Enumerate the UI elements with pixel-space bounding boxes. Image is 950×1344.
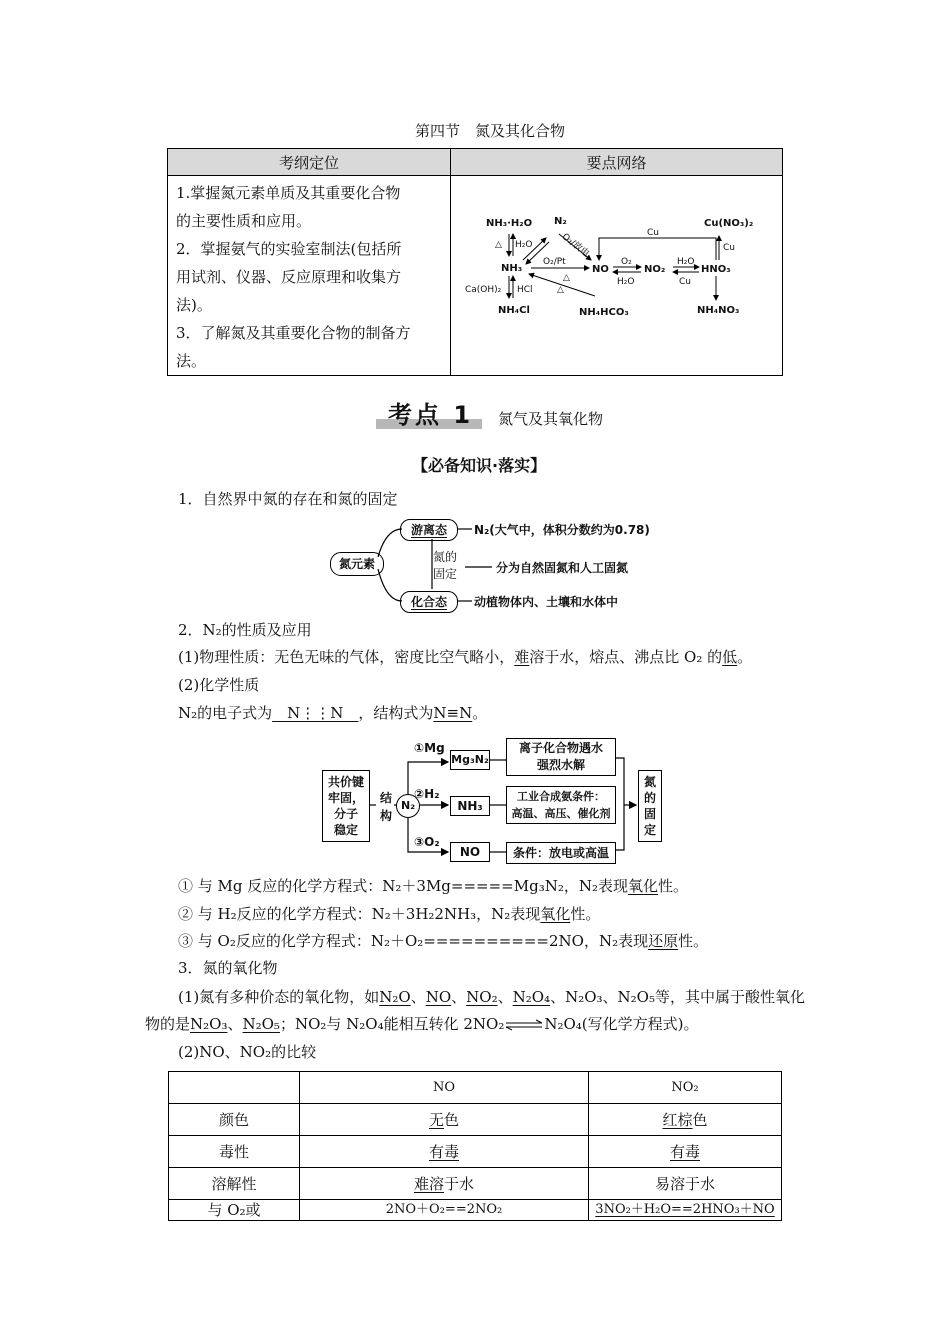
physical-properties xyxy=(178,647,752,667)
phys-text: 。 xyxy=(737,648,753,666)
reaction-o2 xyxy=(178,931,708,951)
reaction-answer: 氧化 xyxy=(540,905,571,923)
electron-answer: N⋮⋮N xyxy=(272,704,359,722)
compare-cell-no2 xyxy=(589,1136,782,1168)
compare-title: (2)NO、NO₂的比较 xyxy=(178,1043,317,1061)
cell-text: 于水 xyxy=(444,1175,475,1193)
free-state-desc: N₂(大气中，体积分数约为0.78) xyxy=(474,523,650,537)
no-desc-box xyxy=(506,842,616,864)
no-desc: 条件：放电或高温 xyxy=(512,846,609,860)
free-state-label: 游离态 xyxy=(410,523,447,537)
electron-formula-line xyxy=(178,703,487,723)
label-cu: Cu xyxy=(647,228,659,238)
answer: 有毒 xyxy=(428,1143,459,1161)
goal-line: 3．了解氮及其重要化合物的制备方 xyxy=(176,324,411,342)
reaction-answer: 还原 xyxy=(648,932,679,950)
compare-cell-no xyxy=(300,1104,589,1136)
page-title: 第四节 氮及其化合物 xyxy=(415,122,566,140)
structure-label-1: 结 xyxy=(380,791,393,805)
label-heat: △ xyxy=(495,240,502,250)
combined-state-label: 化合态 xyxy=(410,595,447,609)
goal-line: 用试剂、仪器、反应原理和收集方 xyxy=(176,268,402,286)
covalent-box xyxy=(322,770,370,842)
goal-line: 法。 xyxy=(176,352,207,370)
compare-cell-no2 xyxy=(589,1168,782,1200)
oxide-answer: NO xyxy=(425,988,452,1006)
structure-answer: N≡N xyxy=(433,704,473,722)
item2-title: 2．N₂的性质及应用 xyxy=(178,621,312,639)
nitrogen-existence-diagram xyxy=(320,515,660,615)
product-no xyxy=(450,842,490,862)
compare-cell-no2 xyxy=(589,1200,782,1221)
electron-text: ，结构式为 xyxy=(358,704,434,722)
compare-header-no2: NO₂ xyxy=(589,1072,782,1104)
phys-text: 溶于水，熔点、沸点比 O₂ 的 xyxy=(529,648,723,666)
reaction-h2 xyxy=(178,904,600,924)
product-nh3-label: NH₃ xyxy=(457,799,483,813)
chem-title: (2)化学性质 xyxy=(178,676,260,694)
separator: 、 xyxy=(227,1015,243,1033)
oxides-text: 物的是 xyxy=(145,1015,191,1033)
no-no2-compare-table xyxy=(168,1071,782,1221)
oxides-text: (1)氮有多种价态的氧化物，如 xyxy=(178,988,380,1006)
goal-line: 法)。 xyxy=(176,296,212,314)
covalent-text: 稳定 xyxy=(333,823,358,837)
separator: 、 xyxy=(451,988,467,1006)
label-cu: Cu xyxy=(723,243,735,253)
answer: 无 xyxy=(428,1111,444,1129)
compare-row-label: 溶解性 xyxy=(169,1168,300,1200)
element-pill xyxy=(330,552,384,576)
item1-title: 1．自然界中氮的存在和氮的固定 xyxy=(178,490,398,508)
compare-row-label: 与 O₂或 xyxy=(169,1200,300,1221)
compare-header-row xyxy=(169,1072,782,1104)
label-o2: O₂ xyxy=(621,257,632,267)
product-no-label: NO xyxy=(459,845,481,859)
equilibrium-arrow-icon xyxy=(504,1019,544,1031)
reactant-o2: ③O₂ xyxy=(414,835,440,849)
compare-cell-no xyxy=(300,1200,589,1221)
phys-text: (1)物理性质：无色无味的气体，密度比空气略小， xyxy=(178,648,515,666)
oxides-text: N₂O₄(写化学方程式)。 xyxy=(544,1015,699,1033)
node-n2: N₂ xyxy=(554,216,567,227)
compare-row-label: 颜色 xyxy=(169,1104,300,1136)
reaction-text: 性。 xyxy=(678,932,709,950)
covalent-text: 分子 xyxy=(333,807,358,821)
mg3n2-desc: 离子化合物遇水 xyxy=(518,741,603,755)
compare-row-label: 毒性 xyxy=(169,1136,300,1168)
label-heat: △ xyxy=(557,285,564,295)
electron-text: N₂的电子式为 xyxy=(178,704,273,722)
compare-cell-no xyxy=(300,1168,589,1200)
cell-text: 易溶于水 xyxy=(654,1175,715,1193)
combined-state-desc: 动植物体内、土壤和水体中 xyxy=(474,595,619,609)
separator: 、 xyxy=(497,988,513,1006)
item3-title: 3．氮的氧化物 xyxy=(178,959,278,977)
compare-row xyxy=(169,1168,782,1200)
label-hcl: HCl xyxy=(517,285,533,295)
reactant-h2: ②H₂ xyxy=(414,787,440,801)
compare-corner xyxy=(169,1072,300,1104)
reaction-text: ① 与 Mg 反应的化学方程式：N₂＋3Mg=====Mg₃N₂，N₂表现 xyxy=(178,877,629,895)
electron-text: 。 xyxy=(472,704,488,722)
nitrogen-chem-diagram xyxy=(318,734,674,866)
fixation-label-1: 氮的 xyxy=(433,550,458,564)
outline-header-network: 要点网络 xyxy=(451,149,783,176)
oxides-line-1 xyxy=(178,987,805,1007)
reaction-text: ③ 与 O₂反应的化学方程式：N₂＋O₂==========2NO，N₂表现 xyxy=(178,932,649,950)
product-mg3n2-label: Mg₃N₂ xyxy=(451,753,489,766)
oxides-text: ；NO₂与 N₂O₄能相互转化 2NO₂ xyxy=(279,1015,505,1033)
separator: 、 xyxy=(410,988,426,1006)
fixation-char: 固 xyxy=(643,807,656,821)
fixation-char: 的 xyxy=(643,791,656,805)
nh3-desc-box xyxy=(506,786,616,824)
fixation-char: 定 xyxy=(643,823,656,837)
n2-label: N₂ xyxy=(400,799,416,812)
element-label: 氮元素 xyxy=(338,557,375,571)
product-mg3n2 xyxy=(450,750,490,770)
label-h2o: H₂O xyxy=(617,277,635,287)
answer: 有毒 xyxy=(669,1143,700,1161)
compare-row xyxy=(169,1136,782,1168)
free-state-pill xyxy=(400,519,458,541)
section-badge: 考点 1 xyxy=(388,401,474,429)
node-nh4hco3: NH₄HCO₃ xyxy=(579,307,629,318)
label-caoh2: Ca(OH)₂ xyxy=(465,285,502,295)
compare-row xyxy=(169,1200,782,1221)
compare-row xyxy=(169,1104,782,1136)
mg3n2-desc: 强烈水解 xyxy=(536,758,585,772)
cell-text: 色 xyxy=(444,1111,460,1129)
label-o2pt: O₂/Pt xyxy=(543,257,566,267)
structure-label-2: 构 xyxy=(380,809,393,823)
oxides-text: 、N₂O₃、N₂O₅等，其中属于酸性氧化 xyxy=(550,988,805,1006)
reactant-mg: ①Mg xyxy=(414,741,445,755)
phys-answer: 低 xyxy=(722,648,738,666)
mg3n2-desc-box xyxy=(506,738,616,776)
fixation-label-2: 固定 xyxy=(433,567,458,581)
section-title: 氮气及其氧化物 xyxy=(498,410,604,428)
nh3-desc: 高温、高压、催化剂 xyxy=(511,807,611,820)
node-nh3h2o: NH₃·H₂O xyxy=(486,218,533,229)
label-heat: △ xyxy=(563,273,570,283)
goal-line: 1.掌握氮元素单质及其重要化合物 xyxy=(176,184,401,202)
network-diagram xyxy=(451,176,782,372)
fixation-char: 氮 xyxy=(643,775,656,789)
reaction-answer: 氧化 xyxy=(628,877,659,895)
node-cuno3: Cu(NO₃)₂ xyxy=(704,218,754,229)
combined-state-pill xyxy=(400,591,458,613)
label-o2spark: O₂/放电 xyxy=(559,231,591,260)
oxide-answer: N₂O xyxy=(379,988,411,1006)
node-no: NO xyxy=(592,264,609,275)
product-nh3 xyxy=(450,796,490,816)
answer: 3NO₂＋H₂O==2HNO₃＋NO xyxy=(595,1202,775,1217)
covalent-text: 牢固， xyxy=(327,791,364,805)
goal-line: 2．掌握氨气的实验室制法(包括所 xyxy=(176,240,402,258)
label-cu: Cu xyxy=(679,277,691,287)
oxide-answer: N₂O₅ xyxy=(242,1015,280,1033)
cell-text: 2NO＋O₂==2NO₂ xyxy=(385,1202,503,1217)
outline-header-goals: 考纲定位 xyxy=(168,149,451,176)
cell-text: 色 xyxy=(692,1111,708,1129)
oxides-line-2 xyxy=(145,1014,699,1034)
knowledge-heading: 【必备知识·落实】 xyxy=(412,456,547,475)
reaction-text: 性。 xyxy=(570,905,601,923)
goals-cell xyxy=(168,176,451,376)
node-nh4no3: NH₄NO₃ xyxy=(697,305,740,316)
compare-header-no: NO xyxy=(300,1072,589,1104)
fixation-desc: 分为自然固氮和人工固氮 xyxy=(496,561,629,575)
oxide-answer: N₂O₃ xyxy=(190,1015,228,1033)
covalent-text: 共价键 xyxy=(327,775,364,789)
answer: 红棕 xyxy=(662,1111,693,1129)
answer: 难溶 xyxy=(413,1175,444,1193)
reaction-mg xyxy=(178,876,688,896)
node-no2: NO₂ xyxy=(644,264,666,275)
nh3-desc: 工业合成氨条件： xyxy=(517,790,605,803)
fixation-box xyxy=(638,770,662,842)
oxide-answer: N₂O₄ xyxy=(512,988,551,1006)
label-h2o: H₂O xyxy=(515,240,533,250)
node-hno3: HNO₃ xyxy=(701,264,731,275)
label-h2o: H₂O xyxy=(677,257,695,267)
node-nh3: NH₃ xyxy=(501,263,523,274)
compare-cell-no xyxy=(300,1136,589,1168)
oxide-answer: NO₂ xyxy=(466,988,498,1006)
chem-arrows xyxy=(318,734,674,866)
reaction-text: 性。 xyxy=(658,877,689,895)
compare-cell-no2 xyxy=(589,1104,782,1136)
goal-line: 的主要性质和应用。 xyxy=(176,212,312,230)
reaction-text: ② 与 H₂反应的化学方程式：N₂＋3H₂2NH₃，N₂表现 xyxy=(178,905,541,923)
phys-answer: 难 xyxy=(514,648,530,666)
node-nh4cl: NH₄Cl xyxy=(498,305,530,316)
